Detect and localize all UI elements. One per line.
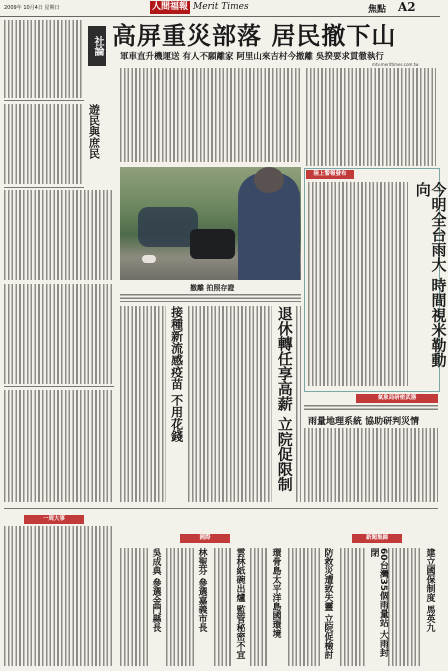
bottom-left-text	[4, 526, 114, 666]
masthead-logo: 人間福報	[151, 2, 188, 12]
left-story-text	[120, 306, 166, 502]
weather-label: 氣象局研密武器	[356, 394, 438, 403]
column-text-b	[4, 390, 114, 502]
page-number: A2	[398, 0, 416, 14]
site-url: mtv.merittimes.com.tw	[372, 62, 419, 67]
editorial-title: 遊民與庶民	[87, 104, 101, 159]
bottom-head-4: 環骨島太平洋島國環境	[270, 548, 281, 638]
editorial-label: 社論	[88, 26, 106, 66]
column-text-a	[4, 284, 114, 384]
editorial-text-mid	[4, 104, 84, 184]
page-header	[0, 0, 440, 17]
divider	[4, 187, 84, 188]
bottom-head-7: 建立國保制度 馬英九	[424, 548, 435, 633]
main-subhead: 軍車直升機運送 有人不願離家 阿里山來吉村今撤離 吳揆要求貫徹執行	[120, 52, 384, 62]
bottom-text-4	[250, 548, 268, 666]
photo-crowd	[138, 207, 198, 247]
bottom-divider	[4, 508, 438, 509]
main-headline: 高屏重災部落 居民撤下山	[112, 22, 397, 50]
divider	[4, 386, 114, 387]
masthead-brand: Merit Times	[193, 2, 249, 12]
bottom-head-1: 吳成典 參選金門縣長	[150, 548, 161, 633]
editorial-text-top	[4, 20, 84, 98]
weather-rule-text	[304, 405, 438, 411]
mid-story-headline: 退休轉任享高薪 立院促限制	[275, 306, 294, 492]
photo-officer-head	[254, 167, 284, 193]
bottom-label-week: 一周大事	[24, 515, 84, 524]
bottom-label-intl: 國際	[180, 534, 230, 543]
photo-vehicle	[190, 229, 235, 259]
divider	[4, 100, 84, 101]
left-story-headline: 接種新流感疫苗 不用花錢	[169, 306, 184, 443]
weather-headline: 雨量地理系統 協助研判災情	[308, 417, 420, 427]
bottom-text-6	[340, 548, 366, 666]
news-photo	[120, 167, 301, 280]
photo-caption: 撤離 拍照存證	[190, 284, 235, 292]
bottom-head-5: 防救災遭致失靈 立院促檢討	[322, 548, 333, 660]
side-story-label: 陸上警報發布	[306, 170, 354, 179]
mid-left-text	[188, 306, 272, 502]
mid-story-text	[296, 306, 301, 502]
bottom-text-3	[214, 548, 232, 666]
bottom-text-5	[288, 548, 320, 666]
side-story-text	[308, 182, 408, 386]
bottom-head-6: 60台灣35個雨量站 大雨封閉	[368, 548, 388, 658]
bottom-text-7	[388, 548, 422, 666]
bottom-head-2: 林聖芬 參選嘉義市長	[196, 548, 207, 633]
photo-caption-text	[120, 294, 301, 302]
bottom-text-2	[166, 548, 194, 666]
lead-story-text	[120, 68, 300, 162]
editorial-text-lower	[4, 190, 114, 280]
photo-dog	[142, 255, 156, 263]
issue-date: 2009年 10月4日 星期日	[4, 5, 60, 11]
weather-text	[304, 428, 438, 502]
right-top-text	[306, 68, 436, 166]
side-story-headline: 今明全台雨大 時間視米勒動向	[413, 182, 448, 368]
bottom-label-briefs: 新聞集錦	[352, 534, 402, 543]
bottom-head-3: 雲林紙碗出爐 監管秘密不宜	[234, 548, 245, 660]
section-name: 焦點	[368, 5, 387, 15]
bottom-text-1	[120, 548, 148, 666]
